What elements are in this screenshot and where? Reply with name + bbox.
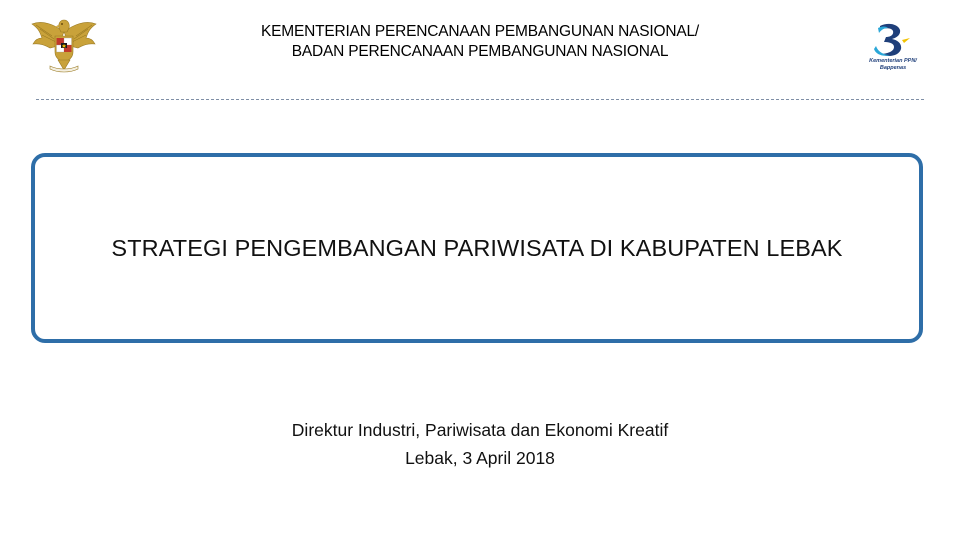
header-divider — [36, 99, 924, 100]
bappenas-logo-text-line2: Bappenas — [879, 64, 907, 71]
slide-title: STRATEGI PENGEMBANGAN PARIWISATA DI KABUPATEN LEBAK — [111, 234, 843, 261]
title-frame — [31, 153, 923, 343]
bappenas-logo-icon — [848, 22, 938, 78]
header-title-line1: KEMENTERIAN PERENCANAAN PEMBANGUNAN NASIONAL/ — [260, 23, 699, 40]
bappenas-logo-text — [848, 58, 938, 71]
presenter-info — [180, 416, 780, 472]
bappenas-logo-text-line1: Kementerian PPN/ — [869, 58, 917, 64]
garuda-emblem-icon — [28, 14, 100, 76]
presentation-place-date: Lebak, 3 April 2018 — [405, 448, 555, 468]
header-title-line2: BADAN PERENCANAAN PEMBANGUNAN NASIONAL — [291, 43, 669, 60]
presenter-role: Direktur Industri, Pariwisata dan Ekonomi Kreatif — [291, 420, 669, 440]
header-title — [180, 22, 780, 62]
